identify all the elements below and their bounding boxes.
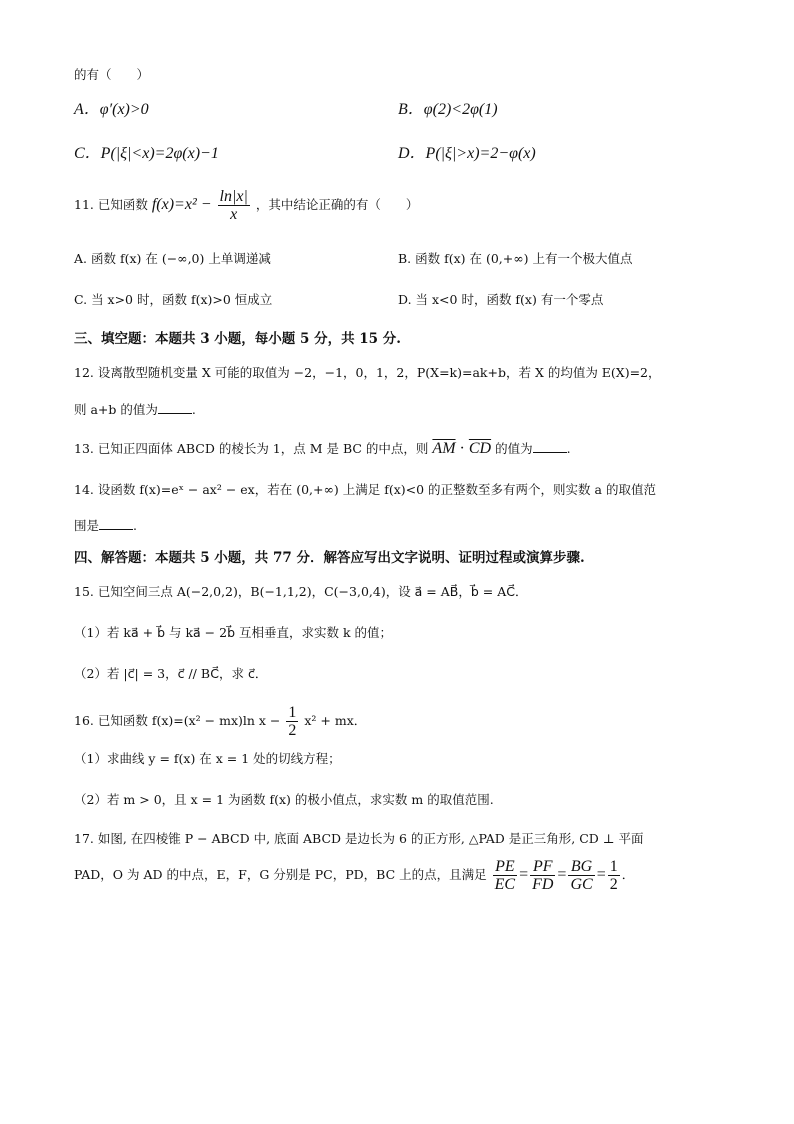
- q11-stem-pre: 11. 已知函数: [74, 197, 148, 212]
- q16-part1: （1）求曲线 y = f(x) 在 x = 1 处的切线方程；: [74, 751, 341, 766]
- q11-option-d: D. 当 x<0 时，函数 f(x) 有一个零点: [398, 292, 604, 307]
- q11-stem: [74, 188, 418, 223]
- q17-line2-pre: PAD，O 为 AD 的中点，E，F，G 分别是 PC，PD，BC 上的点，且满足: [74, 867, 487, 882]
- q11-option-a: A. 函数 f(x) 在 (−∞,0) 上单调递减: [74, 251, 271, 266]
- q14-line2-post: .: [133, 518, 137, 533]
- q16-fraction: [286, 704, 298, 739]
- q17-fraction-pf-fd: [530, 858, 555, 893]
- q14-line1: 14. 设函数 f(x)=eˣ − ax² − ex，若在 (0,+∞) 上满足 f(x)<0 的正整数至多有两个，则实数 a 的取值范: [74, 482, 656, 497]
- q11-option-c: C. 当 x>0 时，函数 f(x)>0 恒成立: [74, 292, 273, 307]
- section-4-title: 四、解答题：本题共 5 小题，共 77 分．解答应写出文字说明、证明过程或演算步骤.: [74, 550, 585, 566]
- q14-line2-pre: 围是: [74, 518, 100, 533]
- q13-vector-am: $\overline{AM}$: [432, 440, 456, 457]
- q16-stem-pre: 16. 已知函数 f(x)=(x² − mx)ln x −: [74, 713, 281, 728]
- q12-line2: [74, 401, 196, 419]
- q17-equals-2: =: [557, 866, 567, 883]
- q17-line1: 17. 如图, 在四棱锥 P − ABCD 中, 底面 ABCD 是边长为 6 的正方形, △PAD 是正三角形, CD ⊥ 平面: [74, 831, 644, 846]
- q14-line2: [74, 517, 137, 535]
- q17-end: ．: [621, 867, 635, 882]
- q17-f4-den: 2: [609, 876, 618, 893]
- q13-answer-blank: [533, 440, 567, 453]
- q16-stem: [74, 704, 366, 739]
- q16-frac-den: 2: [288, 722, 297, 739]
- q17-f2-den: FD: [532, 876, 554, 893]
- q17-f1-den: EC: [494, 876, 516, 893]
- q11-fraction: [218, 188, 250, 223]
- q17-f3-num: BG: [568, 858, 594, 876]
- q13-post: 的值为: [495, 441, 533, 456]
- q17-equals-3: =: [596, 866, 606, 883]
- q17-fraction-bg-gc: [568, 858, 594, 893]
- q13-line: [74, 440, 571, 458]
- q15-stem: 15. 已知空间三点 A(−2,0,2)，B(−1,1,2)，C(−3,0,4)，设 a⃗ = AB⃗，b⃗ = AC⃗．: [74, 584, 528, 599]
- q17-f2-num: PF: [530, 858, 555, 876]
- q17-f4-num: 1: [609, 858, 618, 875]
- q15-part2: （2）若 |c⃗| = 3，c⃗ // BC⃗，求 c⃗．: [74, 666, 268, 681]
- q14-answer-blank: [99, 517, 133, 530]
- q12-line2-post: .: [191, 402, 196, 417]
- q10-option-b: B．φ(2)<2φ(1): [398, 101, 498, 118]
- section-3-title: 三、填空题：本题共 3 小题，每小题 5 分，共 15 分.: [74, 331, 401, 347]
- q11-stem-post: ，其中结论正确的有（ ）: [255, 197, 419, 212]
- q13-pre: 13. 已知正四面体 ABCD 的棱长为 1，点 M 是 BC 的中点，则: [74, 441, 429, 456]
- q10-option-a: A．φ′(x)>0: [74, 101, 149, 118]
- q11-frac-num: ln|x|: [219, 188, 248, 205]
- q17-f1-num: PE: [493, 858, 517, 876]
- q12-line1: 12. 设离散型随机变量 X 可能的取值为 −2，−1，0，1，2，P(X=k)=ak+b，若 X 的均值为 E(X)=2，: [74, 365, 661, 380]
- q12-answer-blank: [158, 401, 192, 414]
- q16-stem-post: x² + mx．: [304, 713, 367, 728]
- q13-dot: ·: [455, 440, 469, 457]
- q17-f3-den: GC: [570, 876, 593, 893]
- q11-frac-den: x: [230, 206, 238, 223]
- q10-option-c: C．P(|ξ|<x)=2φ(x)−1: [74, 145, 219, 162]
- q17-fraction-half: [608, 858, 620, 893]
- q12-line2-pre: 则 a+b 的值为: [74, 402, 158, 417]
- q10-option-d: D．P(|ξ|>x)=2−φ(x): [398, 145, 536, 162]
- q16-frac-num: 1: [288, 704, 297, 721]
- q13-end: .: [566, 441, 571, 456]
- q17-line2: [74, 858, 634, 893]
- q17-fraction-pe-ec: [493, 858, 517, 893]
- q16-part2: （2）若 m > 0，且 x = 1 为函数 f(x) 的极小值点，求实数 m 的取值范围.: [74, 792, 494, 807]
- q11-option-b: B. 函数 f(x) 在 (0,+∞) 上有一个极大值点: [398, 251, 633, 266]
- q10-stem-tail: 的有（ ）: [74, 67, 150, 82]
- q15-part1: （1）若 ka⃗ + b⃗ 与 ka⃗ − 2b⃗ 互相垂直，求实数 k 的值；: [74, 625, 392, 640]
- q11-func: f(x)=x² −: [151, 196, 212, 213]
- q13-vector-cd: $\overline{CD}$: [468, 440, 492, 457]
- q17-equals-1: =: [519, 866, 529, 883]
